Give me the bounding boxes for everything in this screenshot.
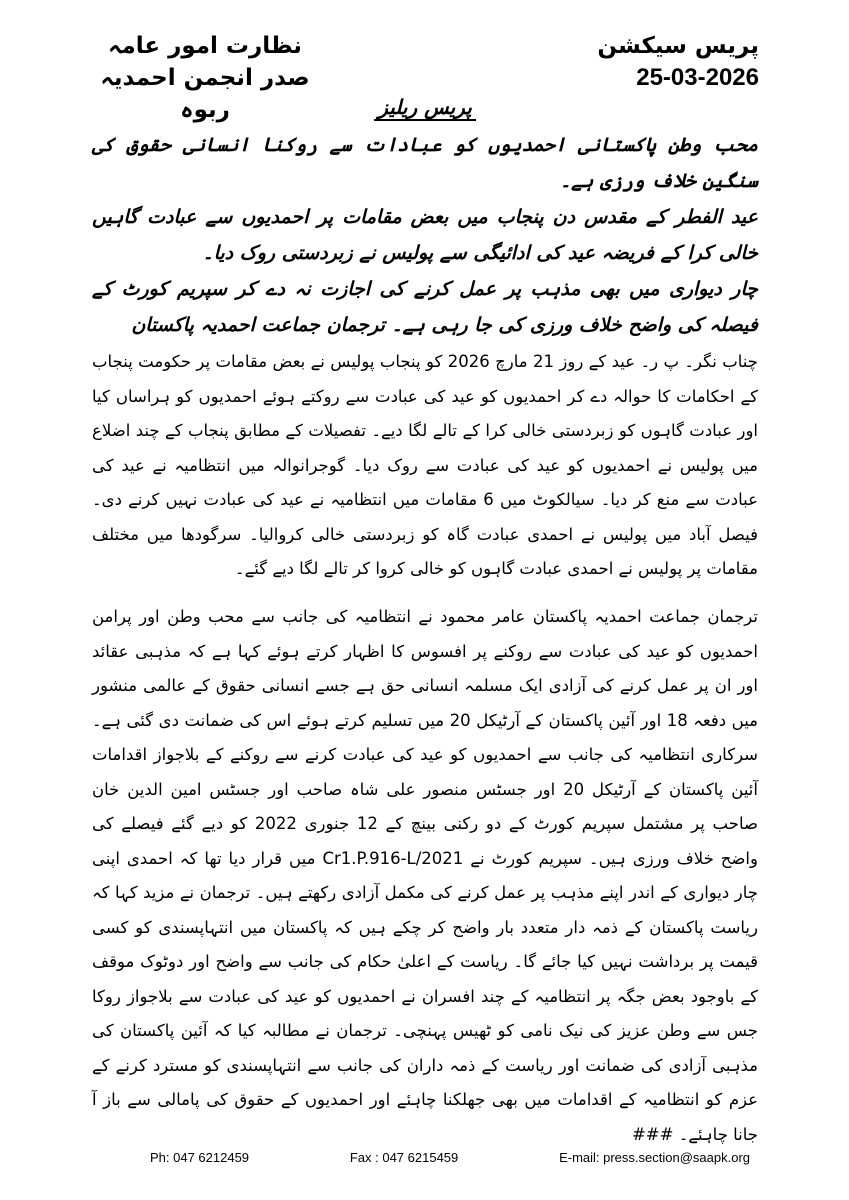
paragraph-text: ترجمان جماعت احمدیہ پاکستان عامر محمود نے انتظامیہ کی جانب سے محب وطن اور پرامن احمدیوں کو عید کی عبادت سے روکنے پر افسوس کا اظہار کرتے ہوئے کہا ہے کہ مذہبی عقائد اور ان پر عمل کرنے کی آزادی ایک مسلمہ انسانی حق ہے جسے انسانی حقوق کے عالمی منشور میں دفعہ 18 اور آئین پاکستان کے آرٹیکل 20 میں تسلیم کرتے ہوئے اس کی ضمانت دی گئی ہے۔ سرکاری انتظامیہ کی جانب سے احمدیوں کو عید کی عبادت کرنے سے روکنے کے بلاجواز اقدامات آئین پاکستان کے آرٹیکل 20 اور جسٹس منصور علی شاہ صاحب اور جسٹس امین الدین خان صاحب پر مشتمل سپریم کورٹ کے دو رکنی بینچ کے 12 جنوری 2022 کو دیے گئے فیصلے کی واضح خلاف ورزی ہیں۔ سپریم کورٹ نے Cr1.P.916-L/2021 میں قرار دیا تھا کہ احمدی اپنی چار دیواری کے اندر اپنے مذہب پر عمل کرنے کی مکمل آزادی رکھتے ہیں۔ ترجمان نے مزید کہا کہ ریاست پاکستان کے ذمہ دار متعدد بار واضح کر چکے ہیں کہ پاکستان میں انتہاپسندی کو کسی قیمت پر برداشت نہیں کیا جائے گا۔ ریاست کے اعلیٰ حکام کی جانب سے واضح اور دوٹوک موقف کے باوجود بعض جگہ پر انتظامیہ کے چند افسران نے احمدیوں کو عید کی عبادت سے بلاجواز روکا جس سے وطن عزیز کی نیک نامی کو ٹھیس پہنچی۔ ترجمان نے مطالبہ کیا کہ آئین پاکستان کی مذہبی آزادی کی ضمانت اور ریاست کے ذمہ داران کی جانب سے انتہاپسندی کو مسترد کرنے کے عزم کو انتظامیہ کے اقدامات میں بھی جھلکنا چاہئے اور احمدیوں کے حقوق کی پامالی سے باز آ جانا چاہئے۔ ### [92, 607, 759, 1144]
release-date: 25-03-2026 [636, 64, 759, 91]
email-address[interactable]: E-mail: press.section@saapk.org [559, 1150, 750, 1165]
document-title-text: پریس ریلیز [374, 95, 476, 121]
headline-3: چار دیواری میں بھی مذہب پر عمل کرنے کی اجازت نہ دے کر سپریم کورٹ کے فیصلہ کی واضح خلاف ورزی کی جا رہی ہے۔ ترجمان جماعت احمدیہ پاکستان [92, 278, 758, 336]
paragraph-text: چناب نگر۔ پ ر۔ عید کے روز 21 مارچ 2026 کو پنجاب پولیس نے بعض مقامات پر حکومت پنجاب کے احکامات کا حوالہ دے کر احمدیوں کو عید کی عبادت سے روکتے ہوئے احمدیوں کو ہراساں کیا اور عبادت گاہوں کو زبردستی خالی کرا کے تالے لگا دیے۔ تفصیلات کے مطابق پنجاب کے چند اضلاع میں پولیس نے احمدیوں کو عید کی عبادت سے روک دیا۔ گوجرانوالہ میں انتظامیہ نے عید کی عبادت سے منع کر دیا۔ سیالکوٹ میں 6 مقامات میں انتظامیہ نے عید کی عبادت نہیں کرنے دی۔ فیصل آباد میں پولیس نے احمدی عبادت گاہ کو زبردستی خالی کروالیا۔ سرگودھا میں مختلف مقامات پر پولیس نے احمدی عبادت گاہوں کو خالی کروا کر تالے لگا دیے گئے۔ [92, 352, 758, 578]
headline-2: عید الفطر کے مقدس دن پنجاب میں بعض مقامات پر احمدیوں سے عبادت گاہیں خالی کرا کے فریضہ عید کی ادائیگی سے پولیس نے زبردستی روک دیا۔ [92, 206, 758, 264]
headline-1: محب وطن پاکستانی احمدیوں کو عبادات سے روکنا انسانی حقوق کی سنگین خلاف ورزی ہے۔ [92, 134, 758, 192]
org-line-1: نظارت امور عامہ [108, 33, 302, 59]
contact-footer [150, 1150, 750, 1165]
org-header [80, 30, 330, 126]
org-line-2: صدر انجمن احمدیہ ربوہ [100, 65, 310, 123]
body-paragraph-1 [92, 345, 758, 587]
fax-number: Fax : 047 6215459 [349, 1150, 459, 1165]
phone-number: Ph: 047 6212459 [150, 1150, 250, 1165]
document-title [300, 95, 550, 119]
body-paragraph-2 [92, 600, 758, 1152]
headlines [92, 127, 758, 343]
section-name: پریس سیکشن [597, 33, 759, 59]
section-header [559, 30, 759, 94]
